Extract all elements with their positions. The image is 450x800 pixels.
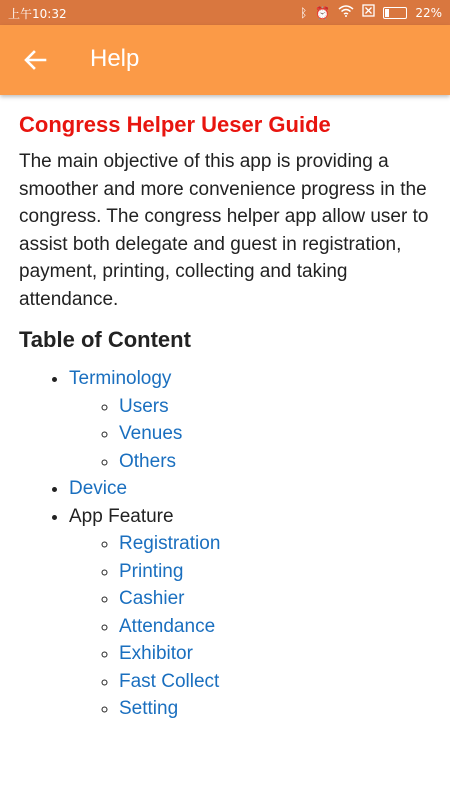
toc-item-app-feature xyxy=(69,503,429,723)
guide-intro: The main objective of this app is providing a smoother and more convenience progress in the congress. The congress helper app allow user to assist both delegate and guest in registration, payment, printing, collecting and taking attendance. xyxy=(19,151,429,310)
toc-label-app-feature: App Feature xyxy=(69,505,174,527)
battery-icon xyxy=(383,7,407,19)
list-item xyxy=(119,448,429,476)
toc-sublist-terminology xyxy=(69,393,429,476)
list-item xyxy=(119,585,429,613)
list-item xyxy=(119,420,429,448)
toc-link-printing[interactable]: Printing xyxy=(119,560,184,582)
status-icons xyxy=(300,4,442,21)
no-sim-icon xyxy=(362,4,375,21)
toc-link-registration[interactable]: Registration xyxy=(119,533,221,554)
toc-link-others[interactable]: Others xyxy=(119,450,177,472)
toc-link-attendance[interactable]: Attendance xyxy=(119,615,216,637)
toc-link-users[interactable]: Users xyxy=(119,395,169,417)
arrow-back-icon[interactable] xyxy=(22,47,48,73)
toc-link-exhibitor[interactable]: Exhibitor xyxy=(119,643,193,664)
help-content xyxy=(19,112,429,723)
page-title: Help xyxy=(90,45,140,72)
alarm-off-icon: ⏰ xyxy=(315,5,331,20)
toc-link-venues[interactable]: Venues xyxy=(119,423,183,444)
toc-link-device[interactable]: Device xyxy=(69,478,128,499)
toc-link-setting[interactable]: Setting xyxy=(119,698,179,719)
list-item xyxy=(119,558,429,586)
toc-item-terminology xyxy=(69,365,429,475)
bluetooth-icon: ᛒ xyxy=(300,5,308,20)
list-item xyxy=(119,640,429,668)
list-item xyxy=(119,393,429,421)
toc-title: Table of Content xyxy=(19,327,191,352)
toc-item-device xyxy=(69,475,429,503)
wifi-icon xyxy=(338,5,354,21)
app-bar xyxy=(0,25,450,95)
toc-link-cashier[interactable]: Cashier xyxy=(119,588,185,609)
list-item xyxy=(119,613,429,641)
list-item xyxy=(119,695,429,723)
list-item xyxy=(119,668,429,696)
status-bar xyxy=(0,0,450,25)
list-item xyxy=(119,530,429,558)
status-time: 上午10:32 xyxy=(8,7,67,21)
toc-sublist-app-feature xyxy=(69,530,429,723)
toc-link-terminology[interactable]: Terminology xyxy=(69,368,172,389)
toc-link-fast-collect[interactable]: Fast Collect xyxy=(119,670,220,692)
guide-title: Congress Helper Ueser Guide xyxy=(19,112,331,137)
toc-list xyxy=(19,365,429,723)
battery-percent: 22% xyxy=(415,5,442,20)
